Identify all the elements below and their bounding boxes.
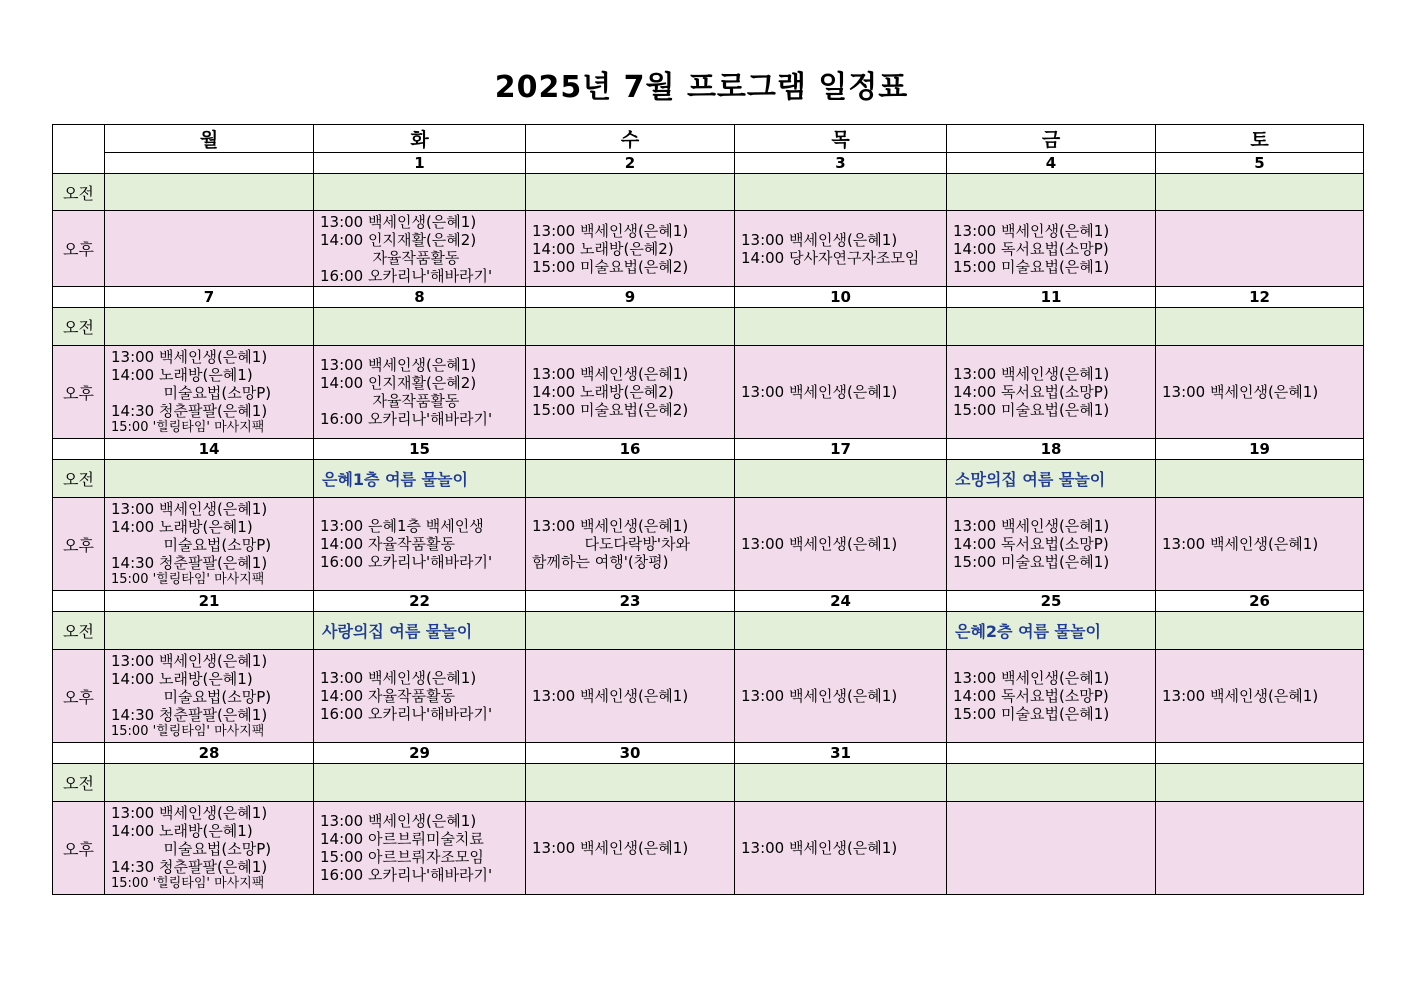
date-row: [53, 743, 1364, 764]
schedule-item: 15:00 아르브뤼자조모임: [320, 848, 484, 866]
pm-cell: [314, 211, 526, 287]
pm-cell: [1156, 346, 1364, 439]
schedule-item: 16:00 오카리나'해바라기': [320, 705, 493, 723]
schedule-item: 13:00 백세인생(은혜1): [741, 383, 898, 401]
am-cell: [947, 612, 1156, 650]
pm-cell: [526, 802, 735, 895]
pm-row: [53, 346, 1364, 439]
schedule-item: 14:00 노래방(은혜1): [111, 670, 253, 688]
schedule-item: 자율작품활동: [320, 392, 460, 410]
date-row: [53, 591, 1364, 612]
date-cell: 14: [105, 439, 314, 460]
pm-cell: [735, 498, 947, 591]
date-cell: [105, 153, 314, 174]
pm-cell: [947, 650, 1156, 743]
schedule-list: [735, 231, 946, 267]
schedule-item: 13:00 백세인생(은혜1): [111, 652, 268, 670]
date-cell: 17: [735, 439, 947, 460]
schedule-item: 15:00 미술요법(은혜1): [953, 705, 1110, 723]
schedule-item: 13:00 백세인생(은혜1): [532, 687, 689, 705]
date-cell: 2: [526, 153, 735, 174]
date-cell: 31: [735, 743, 947, 764]
am-cell: [105, 308, 314, 346]
date-cell: 25: [947, 591, 1156, 612]
schedule-item: 14:00 노래방(은혜1): [111, 366, 253, 384]
am-cell: [526, 460, 735, 498]
pm-cell: [1156, 650, 1364, 743]
am-cell: [526, 764, 735, 802]
schedule-list: [314, 812, 525, 884]
schedule-item: 13:00 백세인생(은혜1): [741, 535, 898, 553]
schedule-item: 미술요법(소망P): [111, 384, 272, 402]
event-label: 사랑의집 여름 물놀이: [322, 622, 473, 641]
schedule-item: 14:00 자율작품활동: [320, 535, 455, 553]
pm-row: [53, 211, 1364, 287]
schedule-item: 미술요법(소망P): [111, 840, 272, 858]
schedule-item: 함께하는 여행'(창평): [532, 553, 669, 571]
schedule-item: 14:00 독서요법(소망P): [953, 239, 1109, 258]
schedule-list: [735, 383, 946, 401]
pm-cell: [314, 346, 526, 439]
schedule-item: 14:00 독서요법(소망P): [953, 383, 1109, 401]
date-cell: 22: [314, 591, 526, 612]
pm-cell: [947, 498, 1156, 591]
schedule-item: 16:00 오카리나'해바라기': [320, 266, 493, 285]
schedule-list: [526, 365, 734, 419]
am-cell: [947, 764, 1156, 802]
am-label: 오전: [53, 612, 105, 650]
schedule-list: [947, 669, 1155, 723]
pm-cell: [105, 498, 314, 591]
am-cell: [1156, 764, 1364, 802]
weekday-header-row: [53, 125, 1364, 153]
am-cell: [526, 174, 735, 211]
schedule-item: 13:00 백세인생(은혜1): [1162, 383, 1319, 401]
date-cell: [1156, 743, 1364, 764]
schedule-item: 13:00 백세인생(은혜1): [953, 669, 1110, 687]
date-cell: 26: [1156, 591, 1364, 612]
am-cell: [1156, 308, 1364, 346]
schedule-item: 13:00 백세인생(은혜1): [532, 221, 689, 240]
schedule-item: 13:00 백세인생(은혜1): [320, 669, 477, 687]
schedule-table: [52, 124, 1364, 895]
pm-cell: [314, 802, 526, 895]
schedule-list: [1156, 383, 1363, 401]
schedule-item: 14:30 청춘팔팔(은혜1): [111, 858, 268, 876]
am-cell: [1156, 460, 1364, 498]
schedule-list: [314, 213, 525, 285]
schedule-item: 14:00 독서요법(소망P): [953, 687, 1109, 705]
am-row: [53, 764, 1364, 802]
pm-cell: [526, 211, 735, 287]
date-row: [53, 153, 1364, 174]
schedule-list: [314, 356, 525, 428]
schedule-item: 13:00 백세인생(은혜1): [741, 839, 898, 857]
pm-cell: [735, 802, 947, 895]
date-row: [53, 439, 1364, 460]
schedule-list: [526, 517, 734, 571]
date-cell: 28: [105, 743, 314, 764]
pm-cell: [526, 346, 735, 439]
schedule-list: [526, 839, 734, 857]
am-row: [53, 460, 1364, 498]
pm-cell: [947, 211, 1156, 287]
event-label: 소망의집 여름 물놀이: [955, 470, 1106, 489]
schedule-item: 15:00 미술요법(은혜2): [532, 257, 689, 276]
schedule-item: 13:00 백세인생(은혜1): [320, 212, 477, 231]
schedule-item: 14:00 독서요법(소망P): [953, 535, 1109, 553]
pm-cell: [735, 346, 947, 439]
schedule-item: 미술요법(소망P): [111, 688, 272, 706]
schedule-list: [1156, 687, 1363, 705]
date-cell: 4: [947, 153, 1156, 174]
pm-label: 오후: [53, 802, 105, 895]
am-cell: [735, 174, 947, 211]
date-cell: 24: [735, 591, 947, 612]
date-cell: 3: [735, 153, 947, 174]
schedule-list: [105, 652, 313, 740]
weekday-header: 월: [105, 125, 314, 153]
pm-cell: [735, 211, 947, 287]
schedule-item: 16:00 오카리나'해바라기': [320, 553, 493, 571]
schedule-item: 14:00 노래방(은혜2): [532, 239, 674, 258]
pm-cell: [314, 498, 526, 591]
pm-row: [53, 802, 1364, 895]
event-label: 은혜2층 여름 물놀이: [955, 622, 1101, 641]
weekday-header: 수: [526, 125, 735, 153]
schedule-item: 15:00 '힐링타임' 마사지팩: [111, 572, 265, 587]
am-row: [53, 308, 1364, 346]
schedule-item: 14:00 당사자연구자조모임: [741, 248, 920, 267]
pm-label: 오후: [53, 346, 105, 439]
am-cell: [1156, 612, 1364, 650]
schedule-item: 13:00 백세인생(은혜1): [741, 687, 898, 705]
date-cell: 1: [314, 153, 526, 174]
date-cell: 8: [314, 287, 526, 308]
pm-cell: [105, 346, 314, 439]
am-cell: [526, 308, 735, 346]
date-cell: 5: [1156, 153, 1364, 174]
schedule-list: [105, 348, 313, 436]
date-cell: 15: [314, 439, 526, 460]
pm-label: 오후: [53, 498, 105, 591]
schedule-list: [314, 669, 525, 723]
am-cell: [314, 460, 526, 498]
date-row-label-cell: [53, 743, 105, 764]
am-cell: [105, 612, 314, 650]
am-label: 오전: [53, 460, 105, 498]
schedule-item: 14:00 노래방(은혜2): [532, 383, 674, 401]
schedule-item: 13:00 백세인생(은혜1): [953, 517, 1110, 535]
date-cell: 29: [314, 743, 526, 764]
schedule-item: 14:30 청춘팔팔(은혜1): [111, 402, 268, 420]
pm-label: 오후: [53, 211, 105, 287]
schedule-list: [105, 500, 313, 588]
schedule-item: 13:00 백세인생(은혜1): [1162, 535, 1319, 553]
schedule-list: [1156, 535, 1363, 553]
pm-cell: [105, 211, 314, 287]
schedule-item: 13:00 은혜1층 백세인생: [320, 517, 484, 535]
date-cell: 18: [947, 439, 1156, 460]
schedule-item: 13:00 백세인생(은혜1): [111, 500, 268, 518]
schedule-item: 13:00 백세인생(은혜1): [532, 365, 689, 383]
schedule-item: 15:00 '힐링타임' 마사지팩: [111, 876, 265, 891]
am-cell: [105, 460, 314, 498]
pm-row: [53, 650, 1364, 743]
am-row: [53, 612, 1364, 650]
date-cell: 11: [947, 287, 1156, 308]
am-cell: [314, 308, 526, 346]
pm-row: [53, 498, 1364, 591]
schedule-item: 13:00 백세인생(은혜1): [532, 517, 689, 535]
pm-cell: [105, 650, 314, 743]
schedule-item: 14:00 노래방(은혜1): [111, 822, 253, 840]
schedule-item: 13:00 백세인생(은혜1): [532, 839, 689, 857]
schedule-item: 미술요법(소망P): [111, 536, 272, 554]
am-cell: [947, 308, 1156, 346]
schedule-item: 15:00 미술요법(은혜2): [532, 401, 689, 419]
weekday-header: 금: [947, 125, 1156, 153]
schedule-item: 16:00 오카리나'해바라기': [320, 410, 493, 428]
date-row-label-cell: [53, 287, 105, 308]
schedule-item: 14:00 인지재활(은혜2): [320, 374, 477, 392]
schedule-list: [947, 365, 1155, 419]
date-cell: 30: [526, 743, 735, 764]
schedule-item: 15:00 미술요법(은혜1): [953, 257, 1110, 276]
pm-cell: [1156, 211, 1364, 287]
am-cell: [314, 612, 526, 650]
am-label: 오전: [53, 764, 105, 802]
am-cell: [105, 174, 314, 211]
pm-cell: [947, 802, 1156, 895]
page-title: 2025년 7월 프로그램 일정표: [494, 70, 909, 105]
schedule-item: 13:00 백세인생(은혜1): [741, 230, 898, 249]
date-cell: 21: [105, 591, 314, 612]
pm-cell: [314, 650, 526, 743]
schedule-list: [526, 687, 734, 705]
pm-cell: [1156, 498, 1364, 591]
schedule-item: 13:00 백세인생(은혜1): [111, 804, 268, 822]
date-row-label-cell: [53, 591, 105, 612]
schedule-list: [735, 687, 946, 705]
schedule-item: 13:00 백세인생(은혜1): [111, 348, 268, 366]
am-cell: [735, 764, 947, 802]
schedule-item: 13:00 백세인생(은혜1): [953, 221, 1110, 240]
date-cell: 10: [735, 287, 947, 308]
pm-cell: [105, 802, 314, 895]
date-cell: 12: [1156, 287, 1364, 308]
am-cell: [314, 174, 526, 211]
schedule-item: 14:30 청춘팔팔(은혜1): [111, 554, 268, 572]
date-row-label-cell: [53, 439, 105, 460]
schedule-item: 15:00 미술요법(은혜1): [953, 401, 1110, 419]
pm-cell: [526, 498, 735, 591]
schedule-item: 14:00 노래방(은혜1): [111, 518, 253, 536]
schedule-item: 14:30 청춘팔팔(은혜1): [111, 706, 268, 724]
am-cell: [735, 308, 947, 346]
schedule-item: 14:00 자율작품활동: [320, 687, 455, 705]
schedule-item: 자율작품활동: [320, 248, 460, 267]
date-cell: [947, 743, 1156, 764]
schedule-list: [314, 517, 525, 571]
am-cell: [314, 764, 526, 802]
am-cell: [735, 612, 947, 650]
am-row: [53, 174, 1364, 211]
am-cell: [526, 612, 735, 650]
schedule-item: 14:00 아르브뤼미술치료: [320, 830, 484, 848]
date-cell: 23: [526, 591, 735, 612]
schedule-list: [947, 222, 1155, 276]
am-cell: [105, 764, 314, 802]
schedule-item: 13:00 백세인생(은혜1): [320, 356, 477, 374]
date-cell: 9: [526, 287, 735, 308]
am-cell: [947, 174, 1156, 211]
corner-cell: [53, 125, 105, 174]
schedule-list: [735, 535, 946, 553]
am-label: 오전: [53, 308, 105, 346]
am-cell: [947, 460, 1156, 498]
schedule-item: 13:00 백세인생(은혜1): [953, 365, 1110, 383]
pm-label: 오후: [53, 650, 105, 743]
am-cell: [735, 460, 947, 498]
schedule-item: 16:00 오카리나'해바라기': [320, 866, 493, 884]
schedule-item: 15:00 미술요법(은혜1): [953, 553, 1110, 571]
pm-cell: [947, 346, 1156, 439]
weekday-header: 화: [314, 125, 526, 153]
schedule-item: 14:00 인지재활(은혜2): [320, 230, 477, 249]
event-label: 은혜1층 여름 물놀이: [322, 470, 468, 489]
schedule-list: [735, 839, 946, 857]
pm-cell: [526, 650, 735, 743]
schedule-list: [105, 804, 313, 892]
schedule-item: 다도다락방'차와: [532, 535, 691, 553]
schedule-item: 13:00 백세인생(은혜1): [320, 812, 477, 830]
pm-cell: [735, 650, 947, 743]
schedule-list: [526, 222, 734, 276]
pm-cell: [1156, 802, 1364, 895]
schedule-item: 13:00 백세인생(은혜1): [1162, 687, 1319, 705]
date-cell: 16: [526, 439, 735, 460]
schedule-item: 15:00 '힐링타임' 마사지팩: [111, 420, 265, 435]
am-cell: [1156, 174, 1364, 211]
weekday-header: 목: [735, 125, 947, 153]
schedule-item: 15:00 '힐링타임' 마사지팩: [111, 724, 265, 739]
schedule-list: [947, 517, 1155, 571]
weekday-header: 토: [1156, 125, 1364, 153]
date-cell: 7: [105, 287, 314, 308]
date-cell: 19: [1156, 439, 1364, 460]
date-row: [53, 287, 1364, 308]
am-label: 오전: [53, 174, 105, 211]
